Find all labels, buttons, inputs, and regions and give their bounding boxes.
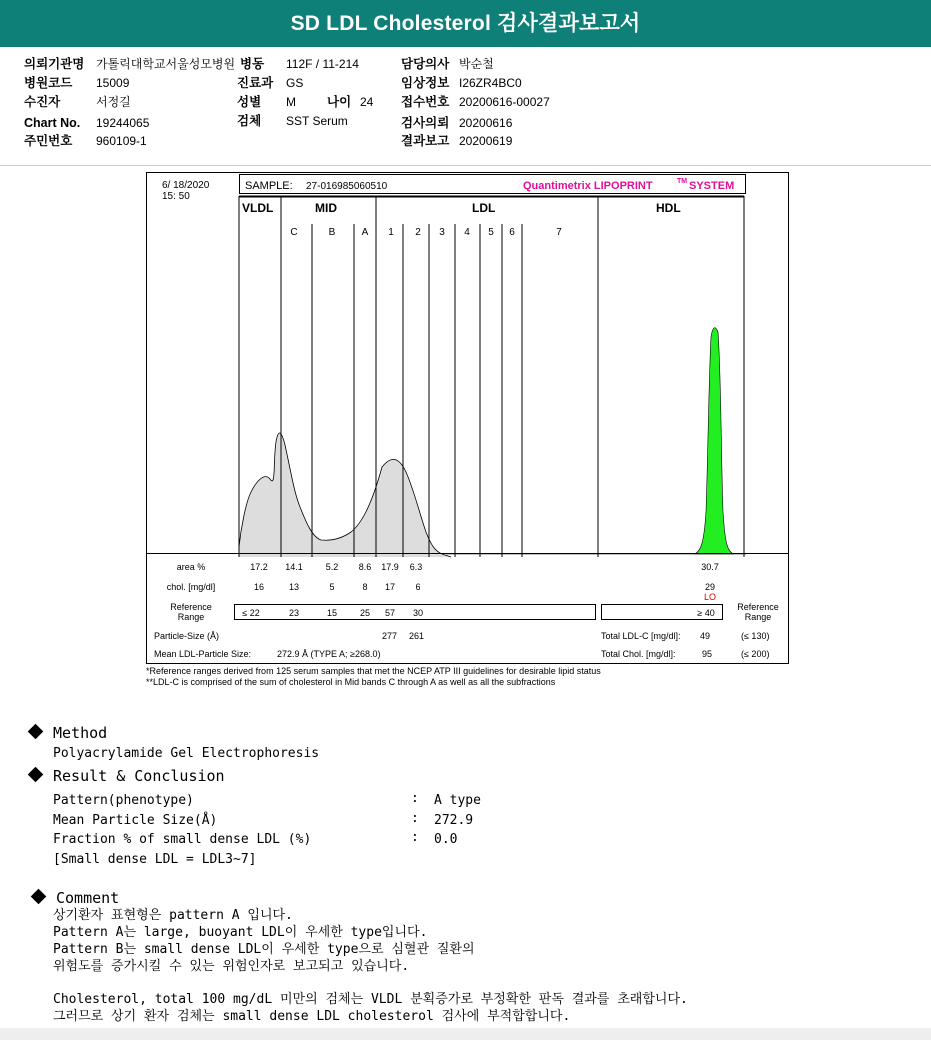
ref-value: 30 <box>412 608 424 618</box>
diamond-bullet-icon <box>28 767 44 783</box>
hdl-chol-value: 29 <box>704 582 716 592</box>
comment-line: Cholesterol, total 100 mg/dL 미만의 검체는 VLDL 분획증가로 부정확한 판독 결과를 초래합니다. <box>53 992 688 1007</box>
result-label: Pattern(phenotype) <box>53 793 194 808</box>
area-value: 8.6 <box>358 562 372 572</box>
info-value: M <box>286 95 296 109</box>
info-label: Chart No. <box>24 116 81 130</box>
comment-line: 위험도를 증가시킬 수 있는 위험인자로 보고되고 있습니다. <box>53 959 410 974</box>
info-label: 수진자 <box>24 95 61 109</box>
area-value: 17.9 <box>381 562 399 572</box>
info-label: 나이 <box>327 95 352 109</box>
subband-label: B <box>328 227 336 238</box>
result-colon: : <box>411 830 419 845</box>
info-value: 960109-1 <box>96 134 147 148</box>
total-ldl-value: 49 <box>700 631 711 641</box>
chol-value: 8 <box>362 582 368 592</box>
result-colon: : <box>411 811 419 826</box>
subband-label: 6 <box>509 227 515 238</box>
result-value: A type <box>434 793 481 808</box>
info-value: 112F / 11-214 <box>286 57 359 71</box>
sample-label: SAMPLE: <box>245 180 293 192</box>
comment-line: 상기환자 표현형은 pattern A 입니다. <box>53 908 293 923</box>
patient-info <box>0 47 931 165</box>
chol-value: 5 <box>329 582 335 592</box>
info-value: GS <box>286 76 304 90</box>
area-label: area % <box>176 562 206 572</box>
info-value: 박순철 <box>459 57 494 71</box>
info-label: 검사의뢰 <box>401 116 450 130</box>
ref-right-label-2: Range <box>744 612 772 622</box>
result-label: Fraction % of small dense LDL (%) <box>53 832 312 847</box>
lipoprint-chart <box>146 172 789 664</box>
subband-label: 5 <box>488 227 494 238</box>
psize-value: 277 <box>382 631 398 641</box>
total-chol-value: 95 <box>702 649 713 659</box>
divider <box>0 165 931 166</box>
hdl-area-value: 30.7 <box>701 562 719 572</box>
footnote: *Reference ranges derived from 125 serum samples that met the NCEP ATP III guidelines for desirable lipid status <box>146 666 601 676</box>
info-value: 서정길 <box>96 95 131 109</box>
ref-value: ≤ 22 <box>242 608 260 618</box>
ref-value: 57 <box>384 608 396 618</box>
group-hdl: HDL <box>656 201 681 215</box>
info-label: 검체 <box>237 114 262 128</box>
chart-time: 15: 50 <box>162 191 190 202</box>
hdl-flag: LO <box>703 592 717 602</box>
area-value: 17.2 <box>250 562 268 572</box>
area-value: 6.3 <box>409 562 423 572</box>
result-value: 0.0 <box>434 832 458 847</box>
subband-label: 4 <box>464 227 470 238</box>
comment-line: Pattern A는 large, buoyant LDL이 우세한 type입니다. <box>53 925 428 940</box>
info-label: 주민번호 <box>24 134 73 148</box>
ref-label-2: Range <box>177 612 205 622</box>
info-label: 임상정보 <box>401 76 450 90</box>
result-label: Mean Particle Size(Å) <box>53 813 218 828</box>
info-value: 24 <box>360 95 374 109</box>
result-title: Result & Conclusion <box>53 767 225 785</box>
subband-label: 2 <box>415 227 421 238</box>
comment-line: Pattern B는 small dense LDL이 우세한 type으로 심혈관 질환의 <box>53 942 475 957</box>
sample-id: 27-016985060510 <box>306 181 388 192</box>
area-value: 14.1 <box>285 562 303 572</box>
method-heading <box>30 724 107 742</box>
result-heading <box>30 767 225 785</box>
lipoprint-svg <box>146 172 789 664</box>
subband-label: C <box>290 227 298 238</box>
hdl-ref-value: ≥ 40 <box>697 608 715 618</box>
chol-value: 16 <box>253 582 265 592</box>
info-label: 의뢰기관명 <box>24 57 85 71</box>
comment-line: 그러므로 상기 환자 검체는 small dense LDL cholesterol 검사에 부적합합니다. <box>53 1009 571 1024</box>
chol-value: 13 <box>288 582 300 592</box>
brand-name: Quantimetrix LIPOPRINT <box>523 180 653 192</box>
diamond-bullet-icon <box>31 889 47 905</box>
report-title: SD LDL Cholesterol 검사결과보고서 <box>0 0 931 47</box>
psize-label: Particle-Size (Å) <box>154 631 220 641</box>
total-ldl-label: Total LDL-C [mg/dl]: <box>601 631 681 641</box>
mean-size-label: Mean LDL-Particle Size: <box>154 649 252 659</box>
total-ldl-range: (≤ 130) <box>741 631 770 641</box>
area-value: 5.2 <box>325 562 339 572</box>
subband-label: 7 <box>556 227 562 238</box>
subband-label: 3 <box>439 227 445 238</box>
info-value: 20200616 <box>459 116 513 130</box>
info-value: 20200619 <box>459 134 513 148</box>
method-title: Method <box>53 724 108 742</box>
method-text: Polyacrylamide Gel Electrophoresis <box>53 746 320 761</box>
mean-size-value: 272.9 Å (TYPE A; ≥268.0) <box>277 649 381 659</box>
chol-value: 17 <box>384 582 396 592</box>
total-chol-label: Total Chol. [mg/dl]: <box>601 649 676 659</box>
result-colon: : <box>411 791 419 806</box>
info-label: 병동 <box>240 57 265 71</box>
brand-system: SYSTEM <box>689 180 735 192</box>
total-chol-range: (≤ 200) <box>741 649 770 659</box>
footnote: **LDL-C is comprised of the sum of cholesterol in Mid bands C through A as well as all the subfractions <box>146 677 556 687</box>
psize-value: 261 <box>409 631 425 641</box>
group-vldl: VLDL <box>242 201 274 215</box>
info-value: 19244065 <box>96 116 150 130</box>
bottom-scroll-area <box>0 1028 931 1040</box>
group-mid: MID <box>315 201 337 215</box>
info-label: 진료과 <box>237 76 274 90</box>
diamond-bullet-icon <box>28 724 44 740</box>
chol-value: 6 <box>415 582 421 592</box>
ref-value: 23 <box>288 608 300 618</box>
chart-date: 6/ 18/2020 <box>162 180 210 191</box>
info-value: SST Serum <box>286 114 348 128</box>
info-label: 성별 <box>237 95 262 109</box>
group-ldl: LDL <box>472 201 496 215</box>
info-value: I26ZR4BC0 <box>459 76 522 90</box>
result-value: 272.9 <box>434 813 474 828</box>
subband-label: A <box>361 227 369 238</box>
info-label: 결과보고 <box>401 134 450 148</box>
ref-label-1: Reference <box>170 602 212 612</box>
brand-tm: TM <box>677 178 688 185</box>
ref-value: 25 <box>359 608 371 618</box>
subband-label: 1 <box>388 227 394 238</box>
info-value: 가톨릭대학교서울성모병원 <box>96 57 236 71</box>
info-label: 담당의사 <box>401 57 450 71</box>
chart-frame <box>147 173 789 664</box>
comment-heading <box>33 889 119 907</box>
chol-label: chol. [mg/dl] <box>166 582 216 592</box>
info-value: 15009 <box>96 76 130 90</box>
result-note: [Small dense LDL = LDL3~7] <box>53 852 257 867</box>
ref-right-label-1: Reference <box>737 602 779 612</box>
info-label: 병원코드 <box>24 76 73 90</box>
comment-title: Comment <box>56 889 120 907</box>
info-value: 20200616-00027 <box>459 95 550 109</box>
ref-value: 15 <box>326 608 338 618</box>
info-label: 접수번호 <box>401 95 450 109</box>
